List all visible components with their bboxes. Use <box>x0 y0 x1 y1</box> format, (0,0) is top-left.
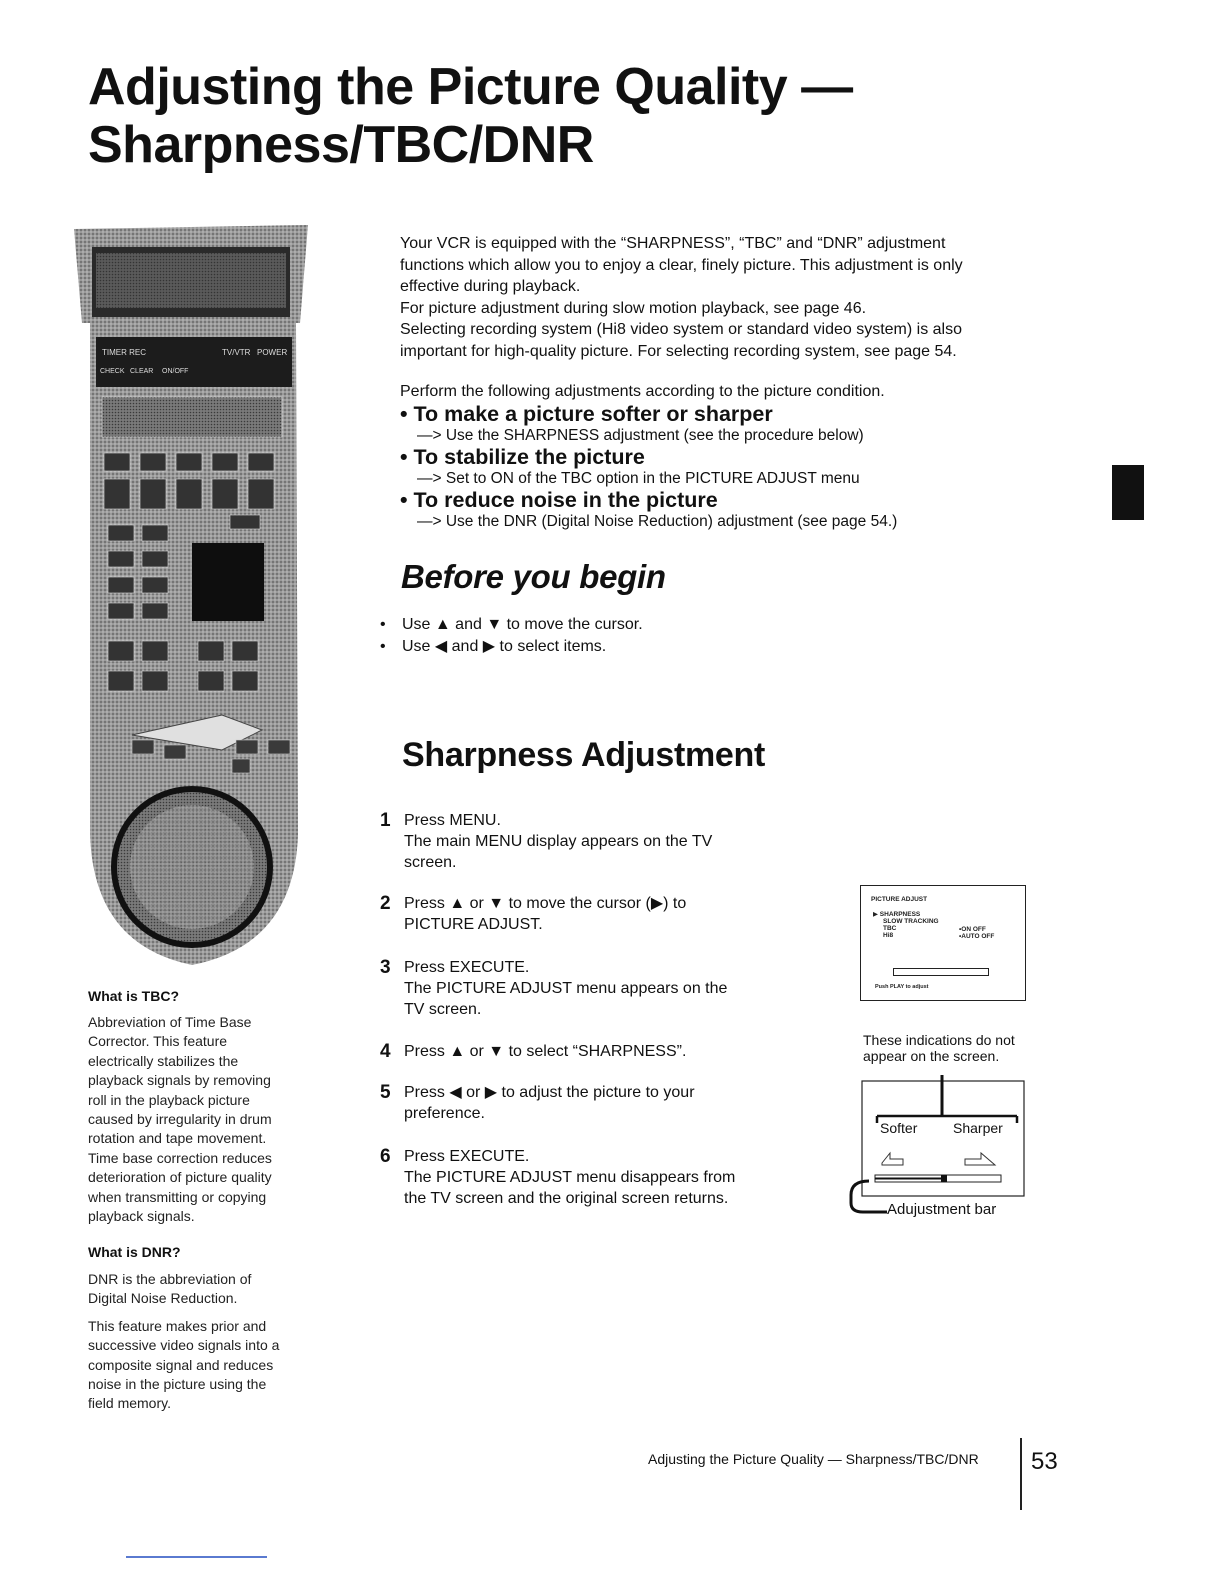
bottom-rule <box>126 1556 267 1558</box>
perform-text: Perform the following adjustments according to the picture condition. <box>400 383 885 400</box>
bullet-sub: —> Use the SHARPNESS adjustment (see the procedure below) <box>417 427 864 444</box>
adjustments-list <box>400 382 1050 531</box>
bullet-heading: • To make a picture softer or sharper <box>400 402 773 426</box>
dnr-line: composite signal and reduces <box>88 1356 274 1373</box>
adjustment-diagram-lines <box>845 1075 1030 1220</box>
tip-item <box>380 614 780 635</box>
remote-panel-label-onoff: ON/OFF <box>162 368 189 375</box>
step-line: Press ▲ or ▼ to move the cursor (▶) to <box>404 895 687 912</box>
remote-control-image <box>72 225 310 970</box>
intro-line: Selecting recording system (Hi8 video system or standard video system) is also <box>400 321 962 338</box>
dnr-line: field memory. <box>88 1395 171 1412</box>
remote-panel-label-tvvtr: TV/VTR <box>222 348 251 357</box>
chapter-tab-marker <box>1112 465 1144 520</box>
menu-item: Hi8 <box>883 932 894 939</box>
step-line: preference. <box>404 1105 485 1122</box>
step-number: 2 <box>380 893 391 914</box>
step-line: The PICTURE ADJUST menu disappears from <box>404 1169 736 1186</box>
menu-item: ▶ SHARPNESS <box>873 911 921 918</box>
tbc-line: playback signals by removing <box>88 1072 271 1089</box>
menu-title: PICTURE ADJUST <box>871 896 928 903</box>
menu-adjustment-bar <box>893 968 989 976</box>
remote-panel-label-check: CHECK <box>100 368 125 375</box>
remote-panel-label-clear: CLEAR <box>130 368 154 375</box>
step-line: Press ▲ or ▼ to select “SHARPNESS”. <box>404 1043 687 1060</box>
step-line: Press MENU. <box>404 812 501 829</box>
menu-footer: Push PLAY to adjust <box>875 984 929 990</box>
tbc-line: electrically stabilizes the <box>88 1052 239 1069</box>
step-number: 4 <box>380 1041 391 1062</box>
step-line: PICTURE ADJUST. <box>404 916 543 933</box>
screen-note <box>863 1032 1043 1064</box>
tbc-line: playback signals. <box>88 1208 195 1225</box>
step-line: Press EXECUTE. <box>404 1148 530 1165</box>
tbc-line: Corrector. This feature <box>88 1033 228 1050</box>
dnr-line: noise in the picture using the <box>88 1376 267 1393</box>
before-you-begin-heading: Before you begin <box>401 558 666 595</box>
tbc-description <box>88 1013 318 1226</box>
picture-adjust-menu-screen <box>860 885 1026 1001</box>
adjustment-bar-diagram <box>845 1075 1030 1220</box>
tbc-options: •ON OFF <box>959 926 986 933</box>
intro-line: functions which allow you to enjoy a clear, finely picture. This adjustment is only <box>400 256 963 274</box>
page-title-line-1: Adjusting the Picture Quality — <box>88 58 853 116</box>
dnr-description <box>88 1270 318 1414</box>
note-line: These indications do not <box>863 1032 1015 1048</box>
dnr-line: This feature makes prior and <box>88 1317 267 1334</box>
bullet-sub: —> Set to ON of the TBC option in the PICTURE ADJUST menu <box>417 470 860 487</box>
step-number: 1 <box>380 810 391 831</box>
intro-line: For picture adjustment during slow motion playback, see page 46. <box>400 299 867 317</box>
step-line: TV screen. <box>404 1001 482 1018</box>
remote-panel-label-power: POWER <box>257 348 288 357</box>
tbc-heading: What is TBC? <box>88 988 179 1004</box>
step-number: 5 <box>380 1082 391 1103</box>
intro-line: effective during playback. <box>400 278 581 295</box>
menu-item: SLOW TRACKING <box>883 918 939 925</box>
tip-text: Use ▲ and ▼ to move the cursor. <box>402 616 643 633</box>
tip-text: Use ◀ and ▶ to select items. <box>402 638 607 655</box>
menu-item: TBC <box>883 925 897 932</box>
tbc-line: Abbreviation of Time Base <box>88 1014 252 1030</box>
bullet-dot: • <box>380 638 386 655</box>
step-line: The PICTURE ADJUST menu appears on the <box>404 980 728 997</box>
tbc-line: rotation and tape movement. <box>88 1130 267 1147</box>
tbc-line: Time base correction reduces <box>88 1149 272 1166</box>
dnr-line: successive video signals into a <box>88 1337 280 1354</box>
remote-panel-label-timer: TIMER REC <box>102 348 146 357</box>
adjustment-bar-label: Adujustment bar <box>887 1201 997 1218</box>
sharper-label: Sharper <box>953 1120 1003 1136</box>
page-number: 53 <box>1031 1448 1058 1475</box>
dnr-line: DNR is the abbreviation of <box>88 1271 252 1287</box>
bullet-heading: • To reduce noise in the picture <box>400 488 718 512</box>
page-title-line-2: Sharpness/TBC/DNR <box>88 116 594 174</box>
sharpness-heading: Sharpness Adjustment <box>402 736 766 774</box>
hi8-options: •AUTO OFF <box>959 933 995 940</box>
softer-label: Softer <box>880 1120 918 1136</box>
tbc-line: deterioration of picture quality <box>88 1169 272 1186</box>
tbc-line: roll in the playback picture <box>88 1091 250 1108</box>
bullet-dot: • <box>380 616 386 633</box>
bullet-heading: • To stabilize the picture <box>400 445 645 469</box>
step-number: 3 <box>380 957 391 978</box>
intro-paragraph <box>400 233 1050 362</box>
tbc-line: when transmitting or copying <box>88 1188 267 1205</box>
step-4 <box>380 1041 800 1062</box>
step-3 <box>380 957 800 1020</box>
step-line: screen. <box>404 854 457 871</box>
tip-item <box>380 636 780 657</box>
note-line: appear on the screen. <box>863 1048 1000 1064</box>
intro-line: important for high-quality picture. For selecting recording system, see page 54. <box>400 342 957 360</box>
remote-dark-panel <box>192 543 264 621</box>
step-line: Press ◀ or ▶ to adjust the picture to your <box>404 1084 695 1101</box>
page-title <box>88 58 988 174</box>
dnr-heading: What is DNR? <box>88 1244 181 1260</box>
bullet-sub: —> Use the DNR (Digital Noise Reduction) adjustment (see page 54.) <box>417 513 898 530</box>
tbc-line: caused by irregularity in drum <box>88 1111 272 1128</box>
step-line: The main MENU display appears on the TV <box>404 833 713 850</box>
running-footer-title: Adjusting the Picture Quality — Sharpness/TBC/DNR <box>648 1451 979 1467</box>
step-line: the TV screen and the original screen returns. <box>404 1190 729 1207</box>
step-6 <box>380 1146 800 1209</box>
intro-line: Your VCR is equipped with the “SHARPNESS”, “TBC” and “DNR” adjustment <box>400 235 946 252</box>
step-1 <box>380 810 800 873</box>
step-line: Press EXECUTE. <box>404 959 530 976</box>
dnr-line: Digital Noise Reduction. <box>88 1290 238 1307</box>
footer-divider <box>1020 1438 1022 1510</box>
step-5 <box>380 1082 800 1124</box>
step-2 <box>380 893 800 935</box>
step-number: 6 <box>380 1146 391 1167</box>
